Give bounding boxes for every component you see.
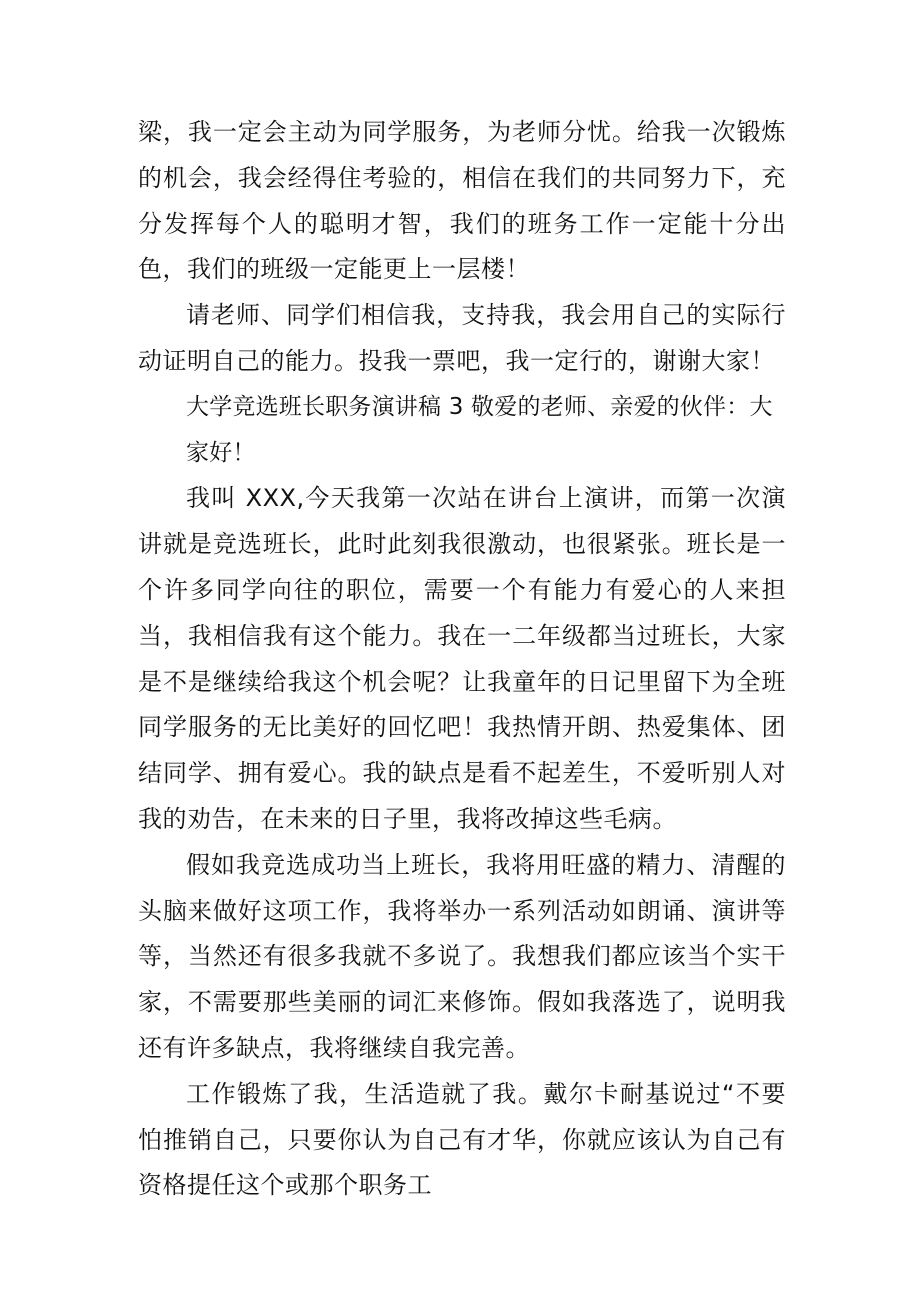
speech-title: 大学竞选班长职务演讲稿 3 敬爱的老师、亲爱的伙伴：大家好！ — [186, 393, 773, 466]
document-page — [138, 110, 786, 1209]
paragraph-introduction: 我叫 XXX,今天我第一次站在讲台上演讲，而第一次演讲就是竞选班长，此时此刻我很激动，也很紧张。班长是一个许多同学向往的职位，需要一个有能力有爱心的人来担当，我相信我有这个能力。我在一二年级都当过班长，大家是不是继续给我这个机会呢？让我童年的日记里留下为全班同学服务的无比美好的回忆吧！我热情开朗、热爱集体、团结同学、拥有爱心。我的缺点是看不起差生，不爱听别人对我的劝告，在未来的日子里，我将改掉这些毛病。 — [138, 484, 786, 833]
paragraph-support: 请老师、同学们相信我，支持我，我会用自己的实际行动证明自己的能力。投我一票吧，我一定行的，谢谢大家！ — [138, 301, 786, 375]
paragraph-plan: 假如我竞选成功当上班长，我将用旺盛的精力、清醒的头脑来做好这项工作，我将举办一系列活动如朗诵、演讲等等，当然还有很多我就不多说了。我想我们都应该当个实干家，不需要那些美丽的词汇来修饰。假如我落选了，说明我还有许多缺点，我将继续自我完善。 — [138, 850, 786, 1062]
paragraph-continuation: 梁，我一定会主动为同学服务，为老师分忧。给我一次锻炼的机会，我会经得住考验的，相信在我们的共同努力下，充分发挥每个人的聪明才智，我们的班务工作一定能十分出色，我们的班级一定能更上一层楼！ — [138, 118, 786, 284]
paragraph-closing: 工作锻炼了我，生活造就了我。戴尔卡耐基说过“不要怕推销自己，只要你认为自己有才华，你就应该认为自己有资格提任这个或那个职务工 — [138, 1079, 786, 1200]
